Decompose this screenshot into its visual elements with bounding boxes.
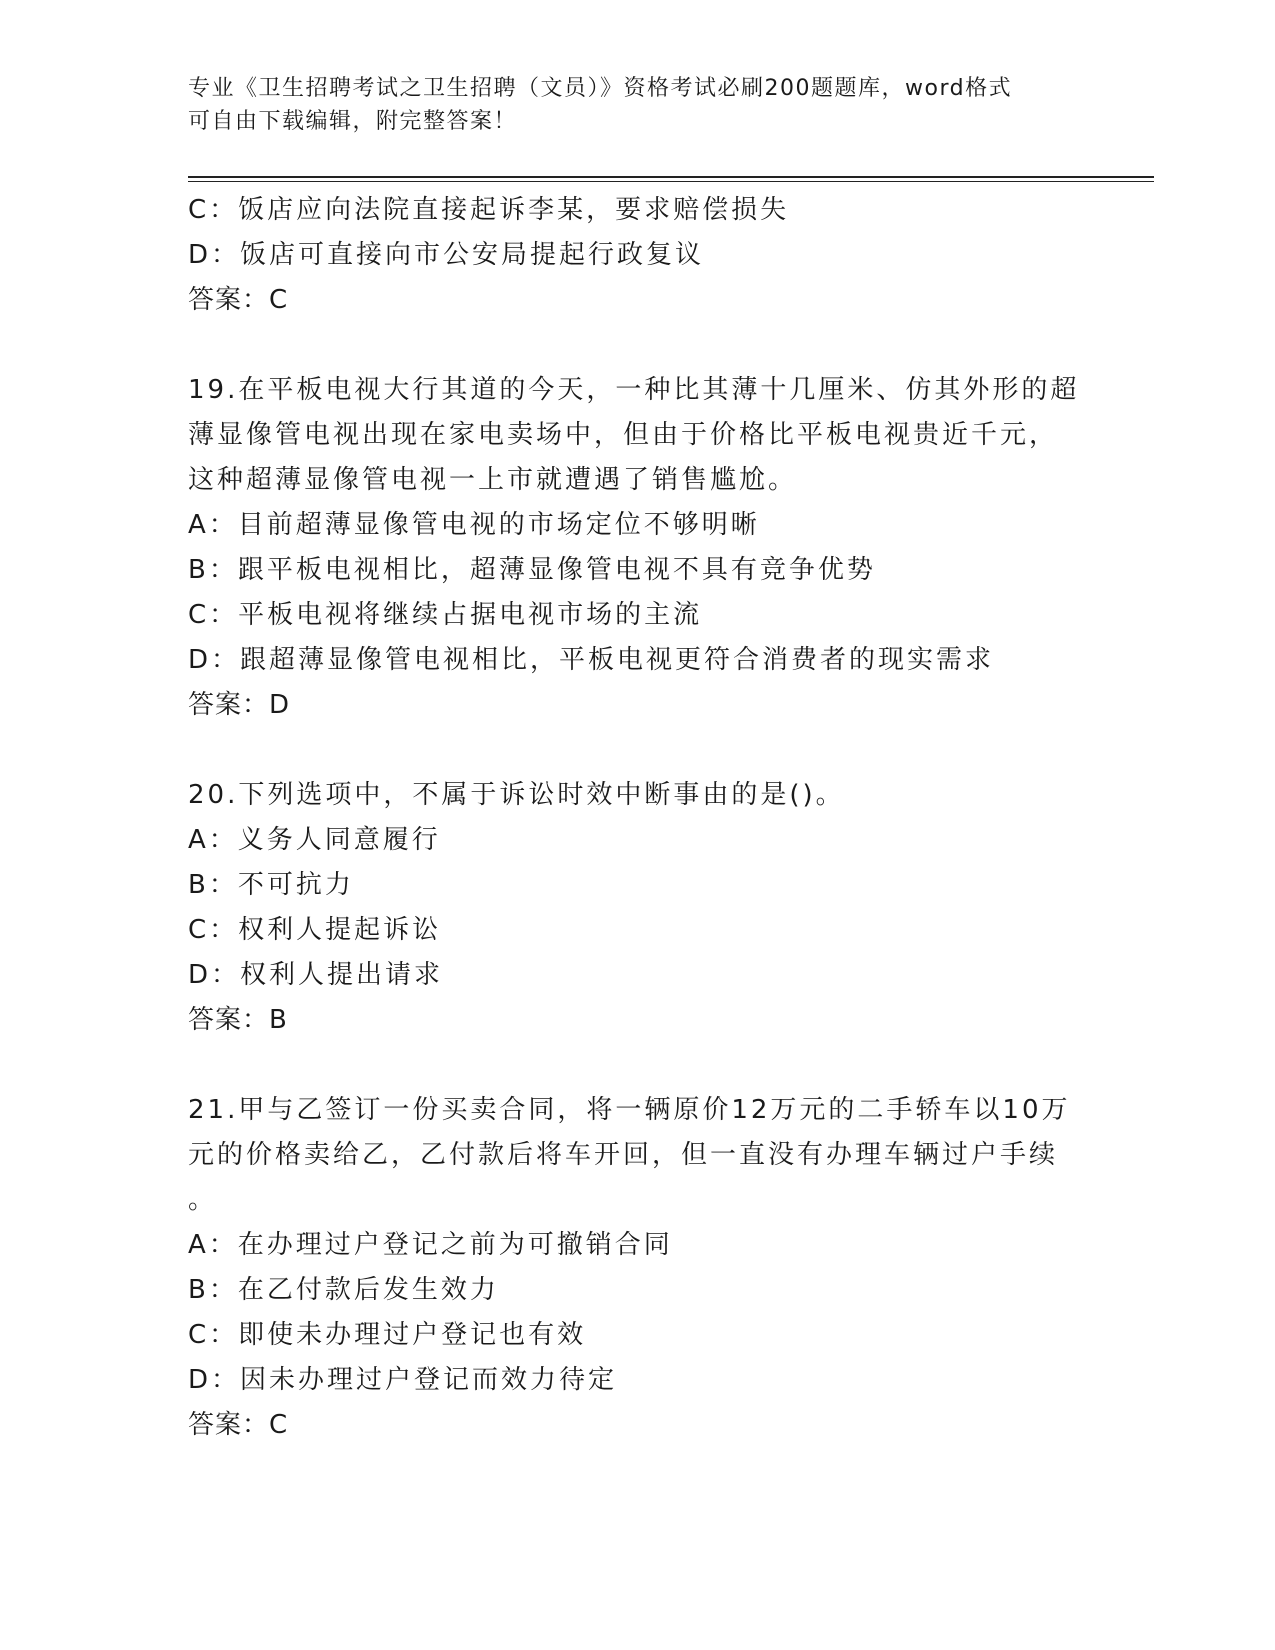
question-21 xyxy=(188,1088,1088,1448)
spacer xyxy=(188,1043,1088,1088)
option-c: C：平板电视将继续占据电视市场的主流 xyxy=(188,600,703,630)
question-stem-line: 薄显像管电视出现在家电卖场中，但由于价格比平板电视贵近千元， xyxy=(188,420,1059,450)
option-b: B：不可抗力 xyxy=(188,870,354,900)
option-b: B：跟平板电视相比，超薄显像管电视不具有竞争优势 xyxy=(188,555,876,585)
question-stem-line: 元的价格卖给乙，乙付款后将车开回，但一直没有办理车辆过户手续 xyxy=(188,1140,1059,1170)
question-20 xyxy=(188,773,1088,1043)
option-b: B：在乙付款后发生效力 xyxy=(188,1275,499,1305)
question-stem-line: 19.在平板电视大行其道的今天，一种比其薄十几厘米、仿其外形的超 xyxy=(188,375,1080,405)
option-d: D：权利人提出请求 xyxy=(188,960,444,990)
option-c: C：即使未办理过户登记也有效 xyxy=(188,1320,587,1350)
option-a: A：目前超薄显像管电视的市场定位不够明晰 xyxy=(188,510,760,540)
question-stem-line: 。 xyxy=(188,1185,218,1215)
option-c: C：饭店应向法院直接起诉李某，要求赔偿损失 xyxy=(188,195,790,225)
option-d: D：跟超薄显像管电视相比，平板电视更符合消费者的现实需求 xyxy=(188,645,995,675)
option-a: A：在办理过户登记之前为可撤销合同 xyxy=(188,1230,673,1260)
header-line-2: 可自由下载编辑，附完整答案！ xyxy=(188,109,518,134)
answer: 答案：D xyxy=(188,690,291,720)
answer: 答案：C xyxy=(188,285,289,315)
option-d: D：饭店可直接向市公安局提起行政复议 xyxy=(188,240,705,270)
question-stem-line: 21.甲与乙签订一份买卖合同，将一辆原价12万元的二手轿车以10万 xyxy=(188,1095,1071,1125)
option-d: D：因未办理过户登记而效力待定 xyxy=(188,1365,618,1395)
question-18-tail xyxy=(188,188,1088,323)
option-a: A：义务人同意履行 xyxy=(188,825,441,855)
question-19 xyxy=(188,368,1088,728)
question-stem: 20.下列选项中，不属于诉讼时效中断事由的是()。 xyxy=(188,780,845,810)
spacer xyxy=(188,323,1088,368)
question-stem-line: 这种超薄显像管电视一上市就遭遇了销售尴尬。 xyxy=(188,465,798,495)
option-c: C：权利人提起诉讼 xyxy=(188,915,442,945)
header-rule-thick xyxy=(188,176,1154,178)
page-header xyxy=(188,72,1068,138)
header-line-1: 专业《卫生招聘考试之卫生招聘（文员）》资格考试必刷200题题库，word格式 xyxy=(188,76,1013,101)
answer: 答案：B xyxy=(188,1005,288,1035)
answer: 答案：C xyxy=(188,1410,289,1440)
question-content xyxy=(188,188,1088,1448)
spacer xyxy=(188,728,1088,773)
header-rule-thin xyxy=(188,181,1154,182)
